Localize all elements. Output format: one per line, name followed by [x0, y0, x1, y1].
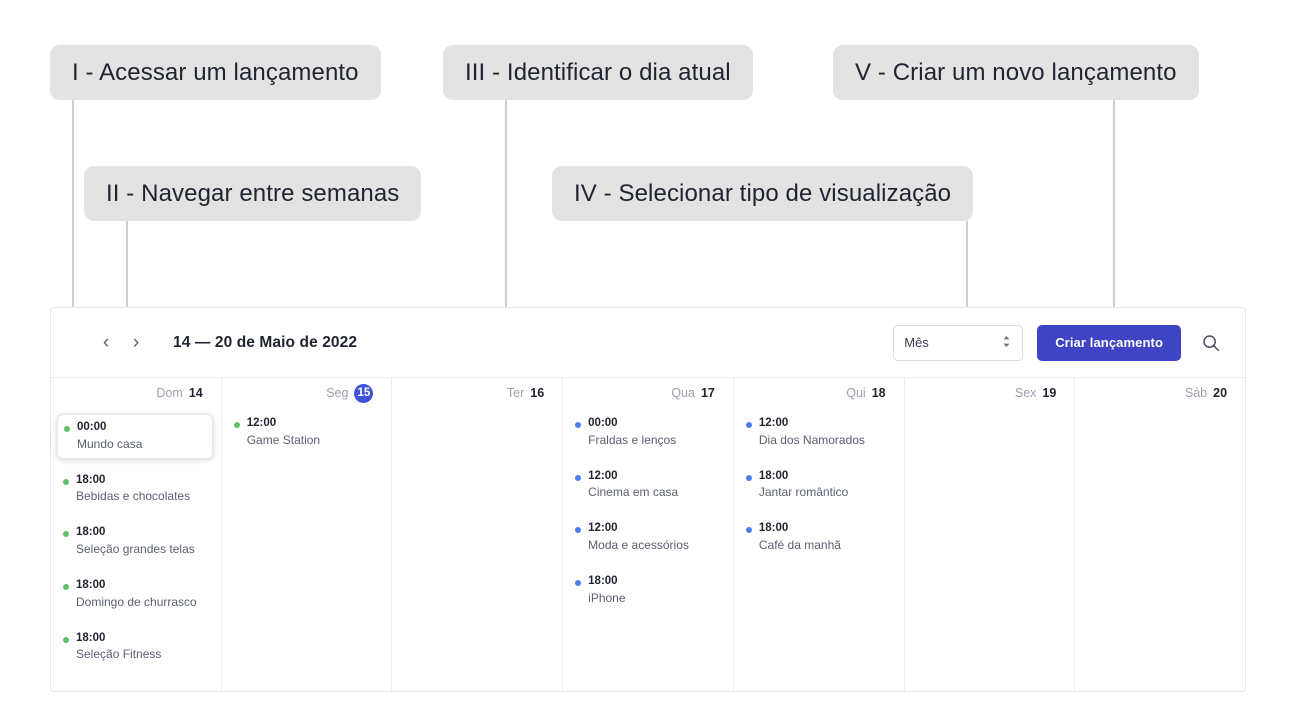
event-color-dot	[63, 637, 69, 643]
event-color-dot	[746, 422, 752, 428]
annotation-label: II - Navegar entre semanas	[106, 179, 400, 207]
event-time: 18:00	[588, 575, 618, 588]
annotation-label: IV - Selecionar tipo de visualização	[574, 179, 952, 207]
event-time: 18:00	[758, 522, 789, 535]
annotation-callout-ii	[84, 166, 421, 221]
week-grid	[51, 378, 1245, 692]
day-events	[392, 408, 562, 414]
calendar-event[interactable]	[573, 519, 725, 555]
chevron-updown-icon	[1001, 334, 1012, 352]
annotation-callout-v	[833, 45, 1199, 100]
event-time: 00:00	[77, 421, 107, 433]
calendar-panel	[50, 307, 1246, 692]
calendar-event[interactable]	[57, 414, 213, 459]
event-time: 18:00	[76, 473, 106, 486]
calendar-event[interactable]	[573, 467, 725, 503]
day-column-ter	[392, 378, 563, 692]
day-header	[563, 378, 733, 408]
next-week-button[interactable]: ›	[121, 328, 151, 358]
calendar-event[interactable]	[61, 629, 213, 665]
event-title: Moda e acessórios	[588, 537, 689, 552]
day-number: 20	[1213, 386, 1228, 400]
annotation-label: V - Criar um novo lançamento	[855, 58, 1177, 86]
day-weekday-label: Dom	[156, 386, 183, 400]
day-weekday-label: Sex	[1014, 386, 1037, 400]
event-title: Café da manhã	[758, 537, 841, 552]
annotation-callout-i	[50, 45, 381, 100]
event-color-dot	[64, 426, 70, 432]
day-header-today	[222, 378, 392, 408]
view-type-value: Mês	[904, 335, 929, 350]
event-title: Cinema em casa	[588, 485, 679, 500]
day-column-seg	[222, 378, 393, 692]
day-column-sex	[905, 378, 1076, 692]
event-title: Game Station	[246, 432, 321, 447]
event-time: 12:00	[588, 469, 618, 482]
event-title: Bebidas e chocolates	[76, 489, 191, 504]
event-title: Jantar romântico	[758, 485, 849, 500]
event-time: 12:00	[588, 522, 618, 535]
view-type-select[interactable]	[893, 325, 1023, 361]
event-time: 00:00	[588, 417, 618, 429]
event-time: 18:00	[76, 631, 106, 644]
day-header	[51, 378, 221, 408]
event-title: Mundo casa	[77, 436, 143, 451]
event-time: 18:00	[76, 579, 106, 592]
event-color-dot	[746, 475, 752, 481]
calendar-event[interactable]	[61, 471, 213, 507]
calendar-event[interactable]	[744, 467, 896, 503]
event-color-dot	[746, 527, 752, 533]
event-title: Fraldas e lenços	[588, 432, 677, 447]
day-header	[734, 378, 904, 408]
day-weekday-label: Sáb	[1184, 386, 1208, 400]
day-number: 14	[188, 386, 203, 400]
day-header	[392, 378, 562, 408]
day-weekday-label: Qui	[846, 386, 866, 400]
calendar-event[interactable]	[61, 576, 213, 612]
day-events	[51, 408, 221, 665]
day-header	[1075, 378, 1245, 408]
event-color-dot	[575, 527, 581, 533]
event-title: Seleção Fitness	[76, 647, 162, 662]
day-weekday-label: Ter	[506, 386, 525, 400]
create-entry-button[interactable]: Criar lançamento	[1037, 325, 1181, 361]
event-time: 18:00	[758, 469, 789, 482]
annotation-label: III - Identificar o dia atual	[465, 58, 731, 86]
day-events	[563, 408, 733, 608]
annotation-label: I - Acessar um lançamento	[72, 58, 359, 86]
calendar-event[interactable]	[744, 414, 896, 450]
calendar-event[interactable]	[232, 414, 384, 450]
calendar-toolbar	[51, 308, 1245, 378]
event-color-dot	[63, 531, 69, 537]
calendar-event[interactable]	[573, 414, 725, 450]
event-time: 18:00	[76, 526, 106, 539]
day-number: 19	[1042, 386, 1057, 400]
day-events	[734, 408, 904, 555]
event-time: 12:00	[246, 417, 277, 429]
day-header	[905, 378, 1075, 408]
event-title: Dia dos Namorados	[758, 432, 865, 447]
day-weekday-label: Seg	[326, 386, 349, 400]
day-column-qui	[734, 378, 905, 692]
calendar-event[interactable]	[573, 572, 725, 608]
event-title: iPhone	[588, 590, 626, 605]
toolbar-right-group	[893, 325, 1227, 361]
calendar-event[interactable]	[61, 523, 213, 559]
annotation-callout-iv	[552, 166, 973, 221]
calendar-event[interactable]	[744, 519, 896, 555]
event-title: Seleção grandes telas	[76, 541, 195, 556]
previous-week-button[interactable]: ‹	[91, 328, 121, 358]
event-time: 12:00	[758, 417, 789, 429]
day-column-sab	[1075, 378, 1245, 692]
event-color-dot	[575, 580, 581, 586]
date-range-title: 14 — 20 de Maio de 2022	[173, 333, 358, 351]
day-number-today-badge: 15	[354, 384, 373, 403]
day-number: 18	[871, 386, 886, 400]
leader-line-v	[1113, 100, 1115, 323]
day-column-dom	[51, 378, 222, 692]
annotation-callout-iii	[443, 45, 753, 100]
day-events	[222, 408, 392, 450]
event-color-dot	[234, 422, 240, 428]
event-color-dot	[63, 584, 69, 590]
event-title: Domingo de churrasco	[76, 594, 197, 609]
day-column-qua	[563, 378, 734, 692]
event-color-dot	[63, 479, 69, 485]
event-color-dot	[575, 422, 581, 428]
day-number: 16	[530, 386, 545, 400]
day-number: 17	[700, 386, 715, 400]
event-color-dot	[575, 475, 581, 481]
search-icon[interactable]	[1195, 327, 1227, 359]
day-events	[905, 408, 1075, 414]
day-events	[1075, 408, 1245, 414]
day-weekday-label: Qua	[671, 386, 695, 400]
